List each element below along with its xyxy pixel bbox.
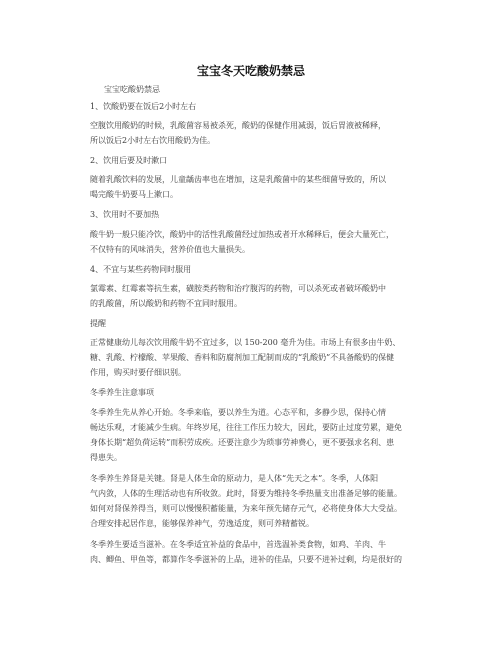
section-text-line: 如何对肾保养得当，则可以慢慢积蓄能量，为来年预先储存元气，必将使身体大大受益。 (90, 504, 402, 513)
section-text-line: 气内敛，人体的生理活动也有所收敛。此时，肾要为维持冬季热量支出准备足够的能量。 (90, 489, 402, 498)
section-text-line: 不仅特有的风味消失，营养价值也大量损失。 (90, 245, 250, 254)
section-text-line: 冬季养生要适当滋补。在冬季适宜补益的食品中，首选温补类食物，如鸡、羊肉、牛 (90, 540, 386, 549)
section-text-line: 糖、乳酸、柠檬酸、苹果酸、香料和防腐剂加工配制而成的“乳酸奶”不具备酸奶的保健 (90, 353, 395, 362)
section-heading: 冬季养生注意事项 (90, 388, 154, 397)
section-text-line: 空腹饮用酸奶的时候，乳酸菌容易被杀死，酸奶的保健作用减弱，饭后胃液被稀释， (90, 121, 386, 130)
section-text-line: 所以饭后2小时左右饮用酸奶为佳。 (90, 136, 216, 145)
section-text-line: 得患失。 (90, 453, 122, 462)
section-text-line: 肉、鲫鱼、甲鱼等，都算作冬季滋补的上品，进补的佳品，只要不进补过剩，均是很好的 (90, 555, 402, 564)
section-text-line: 合理安排起居作息，能够保养神气，劳逸适度，则可养精蓄锐。 (90, 519, 314, 528)
section-text-line: 酸牛奶一般只能冷饮，酸奶中的活性乳酸菌经过加热或者开水稀释后，便会大量死亡， (90, 230, 394, 239)
intro-line: 宝宝吃酸奶禁忌 (104, 85, 160, 94)
section-heading: 1、饮酸奶要在饭后2小时左右 (90, 102, 197, 111)
section-heading: 4、不宜与某些药物同时服用 (90, 265, 192, 274)
section-heading: 提醒 (90, 319, 106, 328)
section-text-line: 氯霉素、红霉素等抗生素，磺胺类药物和治疗腹泻的药物，可以杀死或者破坏酸奶中 (90, 284, 386, 293)
section-text-line: 的乳酸菌，所以酸奶和药物不宜同时服用。 (90, 299, 242, 308)
section-text-line: 作用，购买时要仔细识别。 (90, 368, 186, 377)
section-text-line: 正常健康幼儿每次饮用酸牛奶不宜过多，以 150-200 毫升为佳。市场上有很多由牛奶、 (90, 338, 401, 347)
section-text-line: 身体长期“超负荷运转”而积劳成疾。还要注意少为琐事劳神费心，更不要强求名利、患 (90, 438, 395, 447)
section-heading: 2、饮用后要及时漱口 (90, 156, 168, 165)
section-text-line: 冬季养生养肾是关键。肾是人体生命的原动力，是人体“先天之本”。冬季，人体阳 (90, 474, 379, 483)
page-title: 宝宝冬天吃酸奶禁忌 (196, 64, 305, 78)
section-heading: 3、饮用时不要加热 (90, 210, 160, 219)
section-text-line: 冬季养生先从养心开始。冬季来临，要以养生为道。心态平和，多静少思，保持心情 (90, 408, 386, 417)
section-text-line: 喝完酸牛奶要马上漱口。 (90, 190, 178, 199)
section-text-line: 随着乳酸饮料的发展，儿童龋齿率也在增加，这是乳酸菌中的某些细菌导致的，所以 (90, 175, 386, 184)
section-text-line: 畅达乐观，才能减少生病。年终岁尾，往往工作压力较大，因此，要防止过度劳累，避免 (90, 423, 402, 432)
